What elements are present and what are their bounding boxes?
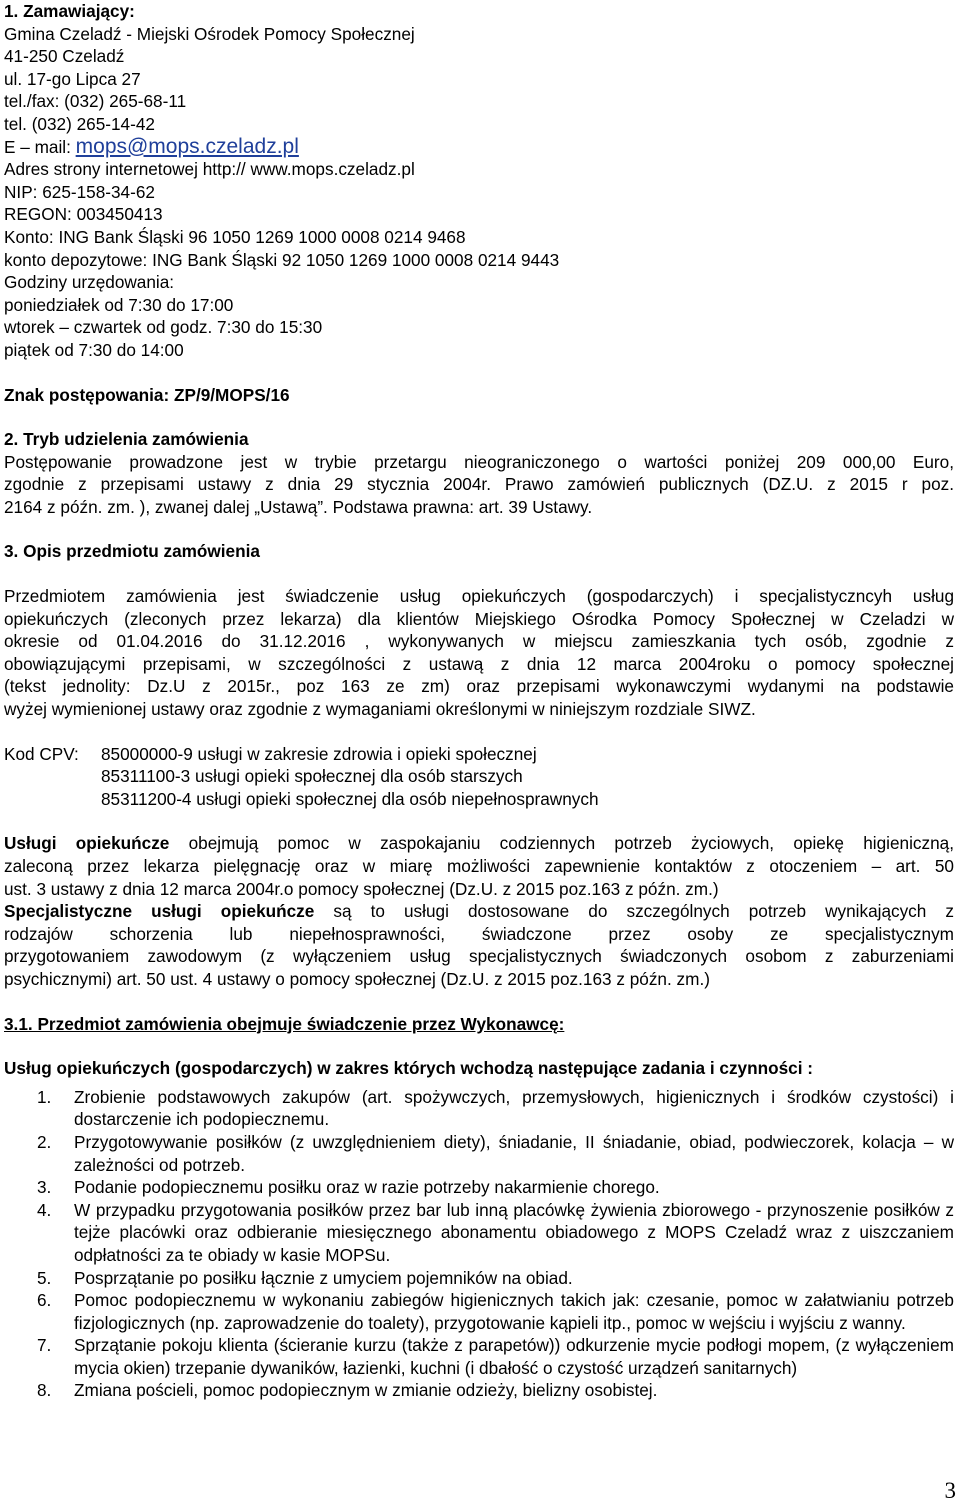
section3-paragraph: wyżej wymienionej ustawy oraz zgodnie z wymaganiami określonymi w niniejszym rozdziale SIWZ. (4, 699, 756, 720)
office-hours-line: wtorek – czwartek od godz. 7:30 do 15:30 (4, 317, 323, 338)
list-item-number: 7. (37, 1335, 52, 1356)
list-item-text: Pomoc podopiecznemu w wykonaniu zabiegów higienicznych takich jak: czesanie, pomoc w załatwianiu potrzeb fizjologicznych (np. zaprowadzenie do toalety), przygotowanie kąpieli itp., pomoc w wejściu i wyjściu z wanny. (74, 1290, 954, 1333)
section3-paragraph: obowiązującymi przepisami, w szczególności z ustawą z dnia 12 marca 2004roku o pomocy społecznej (4, 653, 954, 674)
document-page (4, 0, 954, 1402)
email-label: E – mail: (4, 136, 76, 157)
list-item-number: 2. (37, 1131, 52, 1152)
case-reference: Znak postępowania: ZP/9/MOPS/16 (4, 384, 290, 405)
deposit-account-line: konto depozytowe: ING Bank Śląski 92 1050 1269 1000 0008 0214 9443 (4, 249, 560, 270)
section31-subheading: Usług opiekuńczych (gospodarczych) w zakres których wchodzą następujące zadania i czynności : (4, 1058, 813, 1079)
specialist-services-line: Specjalistyczne usługi opiekuńcze są to usługi dostosowane do szczególnych potrzeb wynikających z (4, 901, 954, 922)
specialist-services-line: rodzajów schorzenia lub niepełnosprawności, świadczone przez osoby ze specjalistycznym (4, 923, 954, 944)
list-item (4, 1289, 954, 1334)
list-item-number: 1. (37, 1086, 52, 1107)
address-line: 41-250 Czeladź (4, 46, 125, 67)
list-item (4, 1267, 954, 1290)
section3-paragraph: (tekst jednolity: Dz.U z 2015r., poz 163 ze zm) oraz przepisami wykonawczymi wydanymi na podstawie (4, 676, 954, 697)
office-hours-label: Godziny urzędowania: (4, 272, 175, 293)
nip-line: NIP: 625-158-34-62 (4, 181, 155, 202)
section31-heading: 3.1. Przedmiot zamówienia obejmuje świadczenie przez Wykonawcę: (4, 1013, 565, 1034)
office-hours-line: poniedziałek od 7:30 do 17:00 (4, 294, 234, 315)
list-item (4, 1131, 954, 1176)
phone-line: tel. (032) 265-14-42 (4, 113, 155, 134)
section3-heading: 3. Opis przedmiotu zamówienia (4, 541, 260, 562)
section2-text: 2164 z późn. zm. ), zwanej dalej „Ustawą”. Podstawa prawna: art. 39 Ustawy. (4, 496, 593, 517)
website-line: Adres strony internetowej http:// www.mops.czeladz.pl (4, 159, 415, 180)
list-item-text: W przypadku przygotowania posiłków przez bar lub inną placówkę żywienia zbiorowego - przynoszenie posiłków z tejże placówki oraz odbieranie miesięcznego abonamentu obiadowego z MOPS Czeladź wraz z uiszczaniem odpłatności za te obiady w kasie MOPSu. (74, 1199, 954, 1265)
cpv-label: Kod CPV: (4, 743, 79, 764)
section1-heading: 1. Zamawiający: (4, 1, 135, 21)
fax-line: tel./fax: (032) 265-68-11 (4, 91, 187, 112)
list-item-number: 8. (37, 1380, 52, 1401)
list-item (4, 1199, 954, 1267)
section3-paragraph: opiekuńczych (zleconych przez lekarza) dla klientów Miejskiego Ośrodka Pomocy Społecznej w Czeladzi w (4, 608, 954, 629)
list-item-text: Zmiana pościeli, pomoc podopiecznym w zmianie odzieży, bielizny osobistej. (74, 1380, 658, 1401)
regon-line: REGON: 003450413 (4, 204, 163, 225)
specialist-services-term: Specjalistyczne usługi opiekuńcze (4, 901, 315, 922)
list-item-number: 5. (37, 1267, 52, 1288)
list-item (4, 1379, 954, 1402)
email-line (4, 136, 954, 159)
address-line: ul. 17-go Lipca 27 (4, 68, 141, 89)
section2-text: zgodnie z przepisami ustawy z dnia 29 stycznia 2004r. Prawo zamówień publicznych (DZ.U. z 2015 r poz. (4, 474, 954, 495)
list-item-text: Zrobienie podstawowych zakupów (art. spożywczych, przemysłowych, higienicznych i środków czystości) i dostarczenie ich podopiecznemu. (74, 1086, 954, 1130)
office-hours-line: piątek od 7:30 do 14:00 (4, 339, 184, 360)
cpv-code: 85000000-9 usługi w zakresie zdrowia i opieki społecznej (101, 743, 537, 764)
section3-paragraph: Przedmiotem zamówienia jest świadczenie usług opiekuńczych (gospodarczych) i specjalistyczncyh usług (4, 586, 954, 607)
list-item-text: Przygotowywanie posiłków (z uwzględnieniem diety), śniadanie, II śniadanie, obiad, podwieczorek, kolacja – w zależności od potrzeb. (74, 1131, 954, 1175)
task-list (4, 1086, 954, 1402)
specialist-services-line: przygotowaniem zawodowym (z wyłączeniem usług specjalistycznych świadczonych osobom z zaburzeniami (4, 946, 954, 967)
section2-text: Postępowanie prowadzone jest w trybie przetargu nieograniczonego o wartości poniżej 209 000,00 Euro, (4, 451, 954, 472)
list-item-number: 4. (37, 1199, 52, 1220)
list-item-text: Sprzątanie pokoju klienta (ścieranie kurzu (także z parapetów)) odkurzenie mycie podłogi mopem, (z wyłączeniem mycia okien) trzepanie dywaników, łazienki, kuchni (i dbałość o czystość urządzeń sanitarnych) (74, 1335, 954, 1378)
list-item-number: 6. (37, 1290, 52, 1311)
list-item (4, 1334, 954, 1379)
list-item-text: Posprzątanie po posiłku łącznie z umyciem pojemników na obiad. (74, 1267, 573, 1288)
list-item (4, 1176, 954, 1199)
list-item (4, 1086, 954, 1131)
cpv-code: 85311100-3 usługi opieki społecznej dla osób starszych (101, 766, 523, 787)
care-services-line: ust. 3 ustawy z dnia 12 marca 2004r.o pomocy społecznej (Dz.U. z 2015 poz.163 z późn. zm.) (4, 878, 719, 899)
cpv-block (4, 743, 954, 811)
list-item-text: Podanie podopiecznemu posiłku oraz w razie potrzeby nakarmienie chorego. (74, 1177, 660, 1198)
account-line: Konto: ING Bank Śląski 96 1050 1269 1000 0008 0214 9468 (4, 226, 466, 247)
specialist-services-line: psychicznymi) art. 50 ust. 4 ustawy o pomocy społecznej (Dz.U. z 2015 poz.163 z późn. zm.) (4, 968, 710, 989)
email-link[interactable]: mops@mops.czeladz.pl (75, 134, 299, 158)
page-number: 3 (944, 1478, 956, 1503)
care-services-line: Usługi opiekuńcze obejmują pomoc w zaspokajaniu codziennych potrzeb życiowych, opiekę higieniczną, (4, 833, 954, 854)
section3-paragraph: okresie od 01.04.2016 do 31.12.2016 , wykonywanych w miejscu zamieszkania tych osób, zgodnie z (4, 631, 954, 652)
address-line: Gmina Czeladź - Miejski Ośrodek Pomocy Społecznej (4, 23, 415, 44)
cpv-codes (101, 743, 599, 811)
section2-heading: 2. Tryb udzielenia zamówienia (4, 429, 249, 450)
cpv-code: 85311200-4 usługi opieki społecznej dla osób niepełnosprawnych (101, 788, 599, 809)
care-services-line: zaleconą przez lekarza pielęgnację oraz w miarę możliwości zapewnienie kontaktów z otoczeniem – art. 50 (4, 856, 954, 876)
care-services-term: Usługi opiekuńcze (4, 833, 170, 854)
list-item-number: 3. (37, 1177, 52, 1198)
